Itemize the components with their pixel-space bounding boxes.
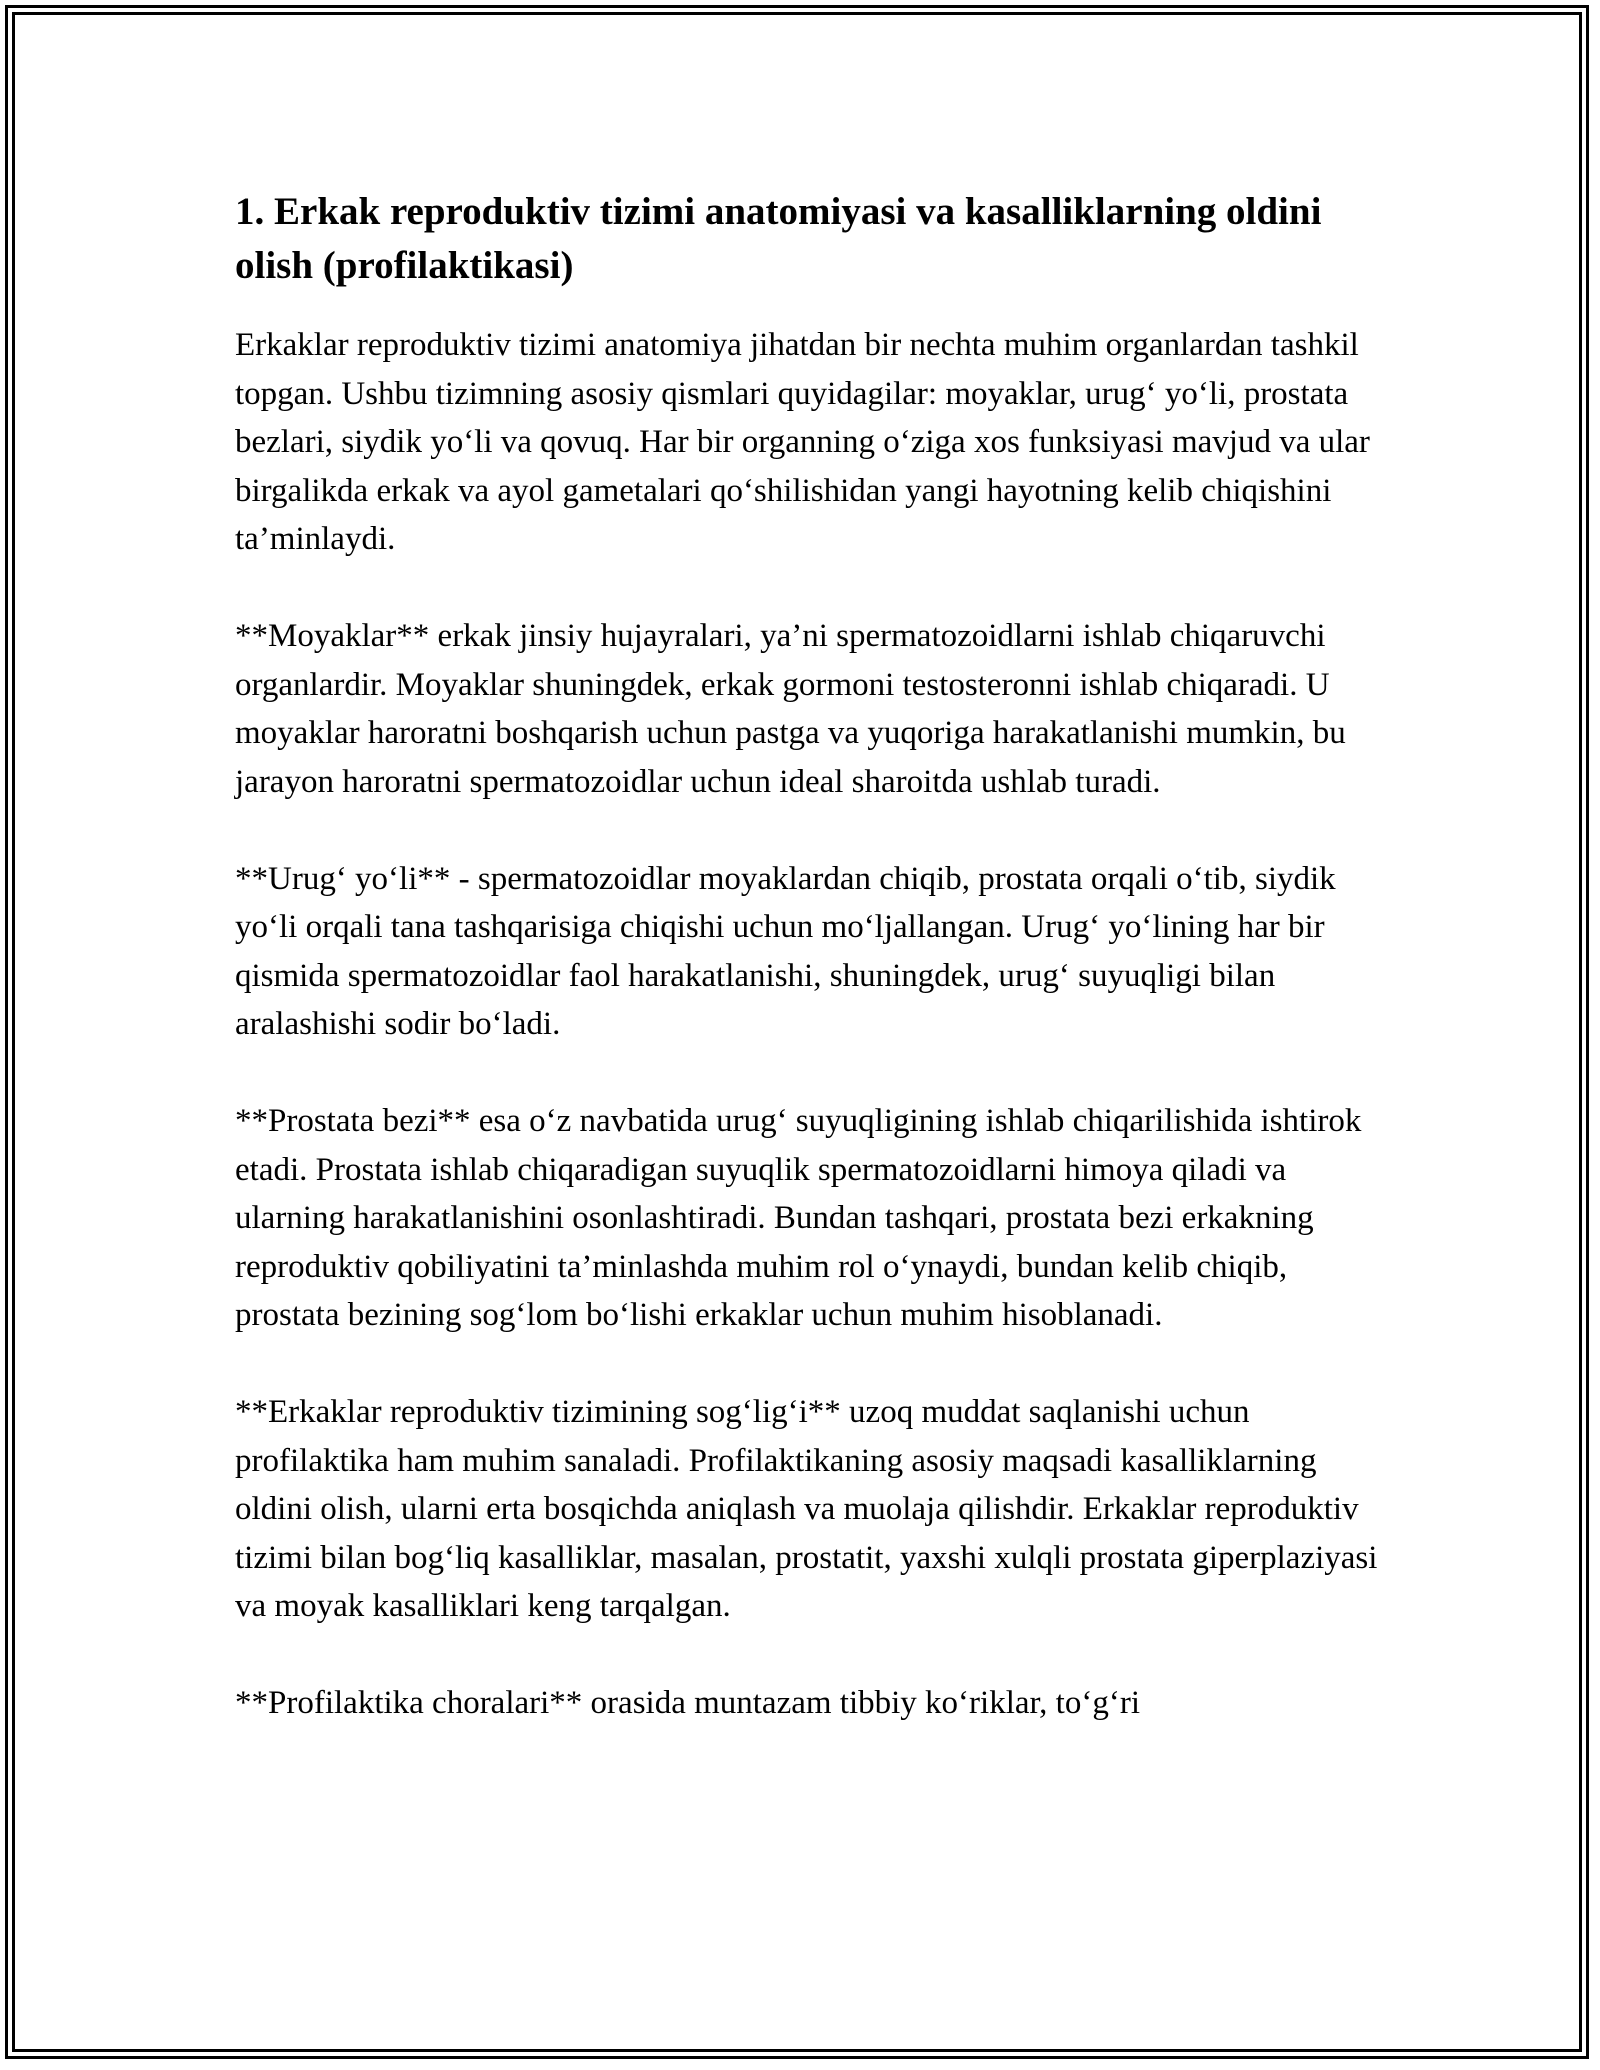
paragraph-urug-yoli: **Urug‘ yo‘li** - spermatozoidlar moyaklardan chiqib, prostata orqali o‘tib, siydik yo‘li orqali tana tashqarisiga chiqishi uchun mo‘ljallangan. Urug‘ yo‘lining har bir qismida spermatozoidlar faol harakatlanishi, shuningdek, urug‘ suyuqligi bilan aralashishi sodir bo‘ladi.	[235, 860, 1336, 1042]
paragraph-soglik: **Erkaklar reproduktiv tizimining sog‘lig‘i** uzoq muddat saqlanishi uchun profilaktika ham muhim sanaladi. Profilaktikaning asosiy maqsadi kasalliklarning oldini olish, ularni erta bosqichda aniqlash va muolaja qilishdir. Erkaklar reproduktiv tizimi bilan bog‘liq kasalliklar, masalan, prostatit, yaxshi xulqli prostata giperplaziyasi va moyak kasalliklari keng tarqalgan.	[235, 1394, 1378, 1624]
paragraph-profilaktika-choralari: **Profilaktika choralari** orasida muntazam tibbiy ko‘riklar, to‘g‘ri	[235, 1685, 1140, 1721]
paragraph-prostata-bezi: **Prostata bezi** esa o‘z navbatida urug‘ suyuqligining ishlab chiqarilishida ishtirok etadi. Prostata ishlab chiqaradigan suyuqlik spermatozoidlarni himoya qiladi va ularning harakatlanishini osonlashtiradi. Bundan tashqari, prostata bezi erkakning reproduktiv qobiliyatini ta’minlashda muhim rol o‘ynaydi, bundan kelib chiqib, prostata bezining sog‘lom bo‘lishi erkaklar uchun muhim hisoblanadi.	[235, 1103, 1362, 1333]
document-body	[235, 185, 1380, 1776]
document-title: 1. Erkak reproduktiv tizimi anatomiyasi va kasalliklarning oldini olish (profilaktikasi)	[235, 190, 1322, 287]
paragraph-intro: Erkaklar reproduktiv tizimi anatomiya jihatdan bir nechta muhim organlardan tashkil topgan. Ushbu tizimning asosiy qismlari quyidagilar: moyaklar, urug‘ yo‘li, prostata bezlari, siydik yo‘li va qovuq. Har bir organning o‘ziga xos funksiyasi mavjud va ular birgalikda erkak va ayol gametalari qo‘shilishidan yangi hayotning kelib chiqishini ta’minlaydi.	[235, 327, 1370, 557]
paragraph-moyaklar: **Moyaklar** erkak jinsiy hujayralari, ya’ni spermatozoidlarni ishlab chiqaruvchi organlardir. Moyaklar shuningdek, erkak gormoni testosteronni ishlab chiqaradi. U moyaklar haroratni boshqarish uchun pastga va yuqoriga harakatlanishi mumkin, bu jarayon haroratni spermatozoidlar uchun ideal sharoitda ushlab turadi.	[235, 618, 1346, 800]
